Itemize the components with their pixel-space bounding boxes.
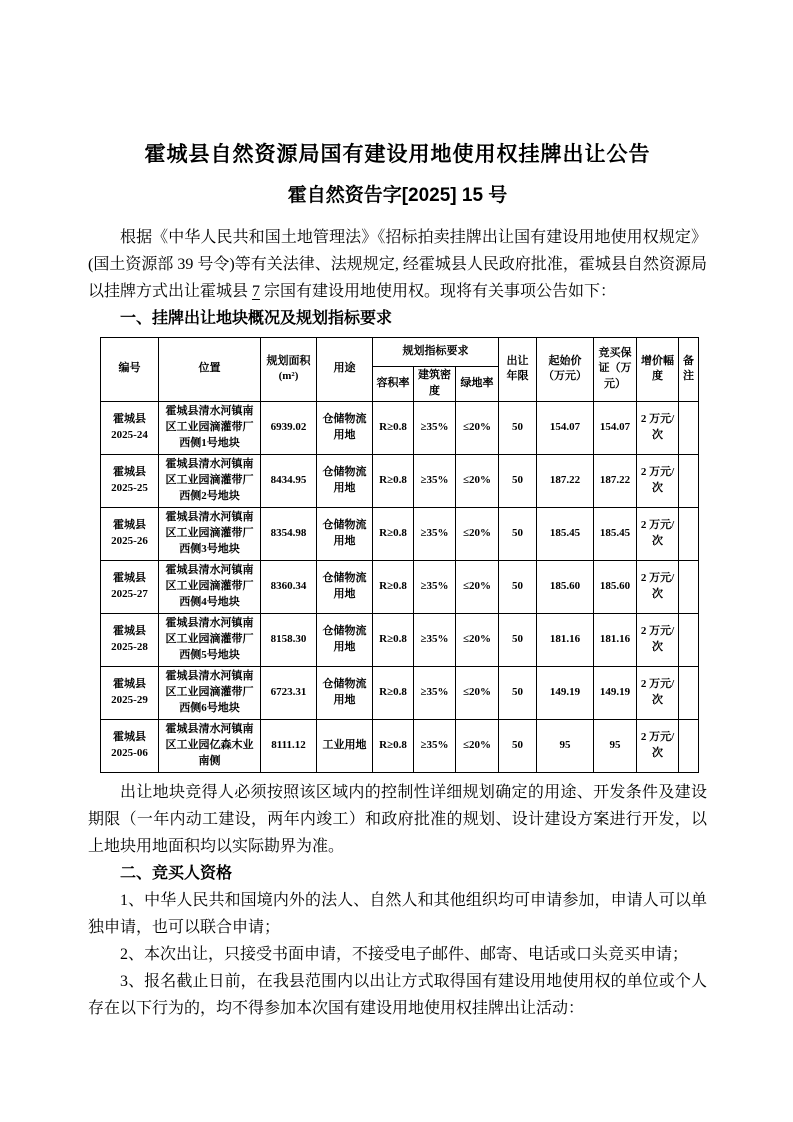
cell-building-density: ≥35% — [414, 454, 456, 507]
cell-start-price: 185.45 — [537, 507, 594, 560]
cell-increment: 2 万元/次 — [637, 560, 679, 613]
table-row — [101, 613, 699, 666]
cell-no: 霍城县2025-28 — [101, 613, 159, 666]
cell-plot-ratio: R≥0.8 — [373, 613, 414, 666]
land-parcel-table — [100, 337, 699, 773]
qualification-item: 2、本次出让，只接受书面申请，不接受电子邮件、邮寄、电话或口头竞买申请； — [120, 945, 689, 963]
header-building-density: 建筑密度 — [414, 367, 456, 402]
cell-plot-ratio: R≥0.8 — [373, 719, 414, 772]
section-2-heading: 二、竞买人资格 — [120, 864, 233, 882]
qualification-item: 3、报名截止日前，在我县范围内以出让方式取得国有建设用地使用权的单位或个人存在以下行为的，均不得参加本次国有建设用地使用权挂牌出让活动： — [88, 972, 707, 1017]
table-row — [101, 507, 699, 560]
cell-deposit: 181.16 — [594, 613, 637, 666]
cell-use: 仓储物流用地 — [317, 454, 373, 507]
cell-deposit: 185.45 — [594, 507, 637, 560]
cell-green-rate: ≤20% — [456, 454, 499, 507]
cell-no: 霍城县2025-26 — [101, 507, 159, 560]
cell-use: 工业用地 — [317, 719, 373, 772]
qualification-item: 1、中华人民共和国境内外的法人、自然人和其他组织均可申请参加，申请人可以单独申请，也可以联合申请； — [88, 891, 707, 936]
note-paragraph: 出让地块竞得人必须按照该区域内的控制性详细规划确定的用途、开发条件及建设期限（一年内动工建设，两年内竣工）和政府批准的规划、设计建设方案进行开发，以上地块用地面积均以实际勘界为准。 — [88, 783, 707, 855]
header-start-price: 起始价（万元） — [537, 338, 594, 402]
header-planning-requirements: 规划指标要求 — [373, 338, 499, 367]
cell-remark — [679, 613, 699, 666]
cell-start-price: 149.19 — [537, 666, 594, 719]
cell-no: 霍城县2025-29 — [101, 666, 159, 719]
cell-term: 50 — [499, 613, 537, 666]
cell-building-density: ≥35% — [414, 507, 456, 560]
cell-increment: 2 万元/次 — [637, 454, 679, 507]
cell-term: 50 — [499, 454, 537, 507]
cell-location: 霍城县清水河镇南区工业园滴灌带厂西侧5号地块 — [159, 613, 261, 666]
cell-start-price: 95 — [537, 719, 594, 772]
doc-number: 霍自然资告字[2025] 15 号 — [287, 185, 508, 206]
intro-text-after: 宗国有建设用地使用权。现将有关事项公告如下： — [260, 283, 617, 300]
cell-remark — [679, 401, 699, 454]
cell-no: 霍城县2025-06 — [101, 719, 159, 772]
cell-term: 50 — [499, 719, 537, 772]
cell-building-density: ≥35% — [414, 560, 456, 613]
cell-building-density: ≥35% — [414, 613, 456, 666]
cell-location: 霍城县清水河镇南区工业园滴灌带厂西侧3号地块 — [159, 507, 261, 560]
cell-start-price: 187.22 — [537, 454, 594, 507]
cell-deposit: 95 — [594, 719, 637, 772]
header-plot-ratio: 容积率 — [373, 367, 414, 402]
cell-increment: 2 万元/次 — [637, 613, 679, 666]
cell-area: 8158.30 — [261, 613, 317, 666]
cell-area: 6723.31 — [261, 666, 317, 719]
cell-remark — [679, 666, 699, 719]
cell-location: 霍城县清水河镇南区工业园滴灌带厂西侧1号地块 — [159, 401, 261, 454]
cell-building-density: ≥35% — [414, 719, 456, 772]
cell-area: 8360.34 — [261, 560, 317, 613]
cell-term: 50 — [499, 401, 537, 454]
cell-green-rate: ≤20% — [456, 560, 499, 613]
page-title: 霍城县自然资源局国有建设用地使用权挂牌出让公告 — [144, 143, 651, 166]
table-row — [101, 401, 699, 454]
cell-plot-ratio: R≥0.8 — [373, 560, 414, 613]
cell-plot-ratio: R≥0.8 — [373, 454, 414, 507]
cell-use: 仓储物流用地 — [317, 666, 373, 719]
header-term: 出让年限 — [499, 338, 537, 402]
cell-green-rate: ≤20% — [456, 719, 499, 772]
cell-increment: 2 万元/次 — [637, 666, 679, 719]
cell-plot-ratio: R≥0.8 — [373, 507, 414, 560]
table-row — [101, 560, 699, 613]
cell-deposit: 187.22 — [594, 454, 637, 507]
intro-underlined-count: 7 — [252, 283, 261, 300]
cell-location: 霍城县清水河镇南区工业园滴灌带厂西侧2号地块 — [159, 454, 261, 507]
cell-remark — [679, 560, 699, 613]
header-increment: 增价幅度 — [637, 338, 679, 402]
cell-plot-ratio: R≥0.8 — [373, 401, 414, 454]
table-row — [101, 666, 699, 719]
cell-green-rate: ≤20% — [456, 507, 499, 560]
table-body — [101, 401, 699, 772]
cell-use: 仓储物流用地 — [317, 560, 373, 613]
cell-area: 8434.95 — [261, 454, 317, 507]
cell-location: 霍城县清水河镇南区工业园滴灌带厂西侧6号地块 — [159, 666, 261, 719]
cell-term: 50 — [499, 560, 537, 613]
cell-use: 仓储物流用地 — [317, 401, 373, 454]
cell-increment: 2 万元/次 — [637, 719, 679, 772]
cell-use: 仓储物流用地 — [317, 613, 373, 666]
table-row — [101, 719, 699, 772]
cell-deposit: 149.19 — [594, 666, 637, 719]
cell-start-price: 185.60 — [537, 560, 594, 613]
cell-area: 8111.12 — [261, 719, 317, 772]
cell-no: 霍城县2025-27 — [101, 560, 159, 613]
cell-deposit: 154.07 — [594, 401, 637, 454]
cell-term: 50 — [499, 507, 537, 560]
table-row — [101, 454, 699, 507]
cell-remark — [679, 507, 699, 560]
header-remark: 备注 — [679, 338, 699, 402]
cell-deposit: 185.60 — [594, 560, 637, 613]
cell-green-rate: ≤20% — [456, 401, 499, 454]
cell-remark — [679, 454, 699, 507]
cell-green-rate: ≤20% — [456, 666, 499, 719]
intro-text-before: 根据《中华人民共和国土地管理法》《招标拍卖挂牌出让国有建设用地使用权规定》(国土资源部 39 号令)等有关法律、法规规定, 经霍城县人民政府批准，霍城县自然资源局以挂牌方式出让霍城县 — [88, 229, 707, 300]
cell-location: 霍城县清水河镇南区工业园亿森木业南侧 — [159, 719, 261, 772]
cell-start-price: 181.16 — [537, 613, 594, 666]
header-deposit: 竞买保证（万元） — [594, 338, 637, 402]
intro-paragraph — [88, 224, 707, 305]
cell-green-rate: ≤20% — [456, 613, 499, 666]
header-green-rate: 绿地率 — [456, 367, 499, 402]
header-area: 规划面积(m²) — [261, 338, 317, 402]
cell-building-density: ≥35% — [414, 666, 456, 719]
cell-area: 6939.02 — [261, 401, 317, 454]
cell-no: 霍城县2025-24 — [101, 401, 159, 454]
cell-area: 8354.98 — [261, 507, 317, 560]
header-no: 编号 — [101, 338, 159, 402]
cell-remark — [679, 719, 699, 772]
header-use: 用途 — [317, 338, 373, 402]
section-1-heading: 一、挂牌出让地块概况及规划指标要求 — [120, 310, 393, 327]
cell-plot-ratio: R≥0.8 — [373, 666, 414, 719]
cell-start-price: 154.07 — [537, 401, 594, 454]
header-location: 位置 — [159, 338, 261, 402]
cell-use: 仓储物流用地 — [317, 507, 373, 560]
cell-increment: 2 万元/次 — [637, 507, 679, 560]
cell-building-density: ≥35% — [414, 401, 456, 454]
cell-location: 霍城县清水河镇南区工业园滴灌带厂西侧4号地块 — [159, 560, 261, 613]
cell-no: 霍城县2025-25 — [101, 454, 159, 507]
cell-increment: 2 万元/次 — [637, 401, 679, 454]
cell-term: 50 — [499, 666, 537, 719]
